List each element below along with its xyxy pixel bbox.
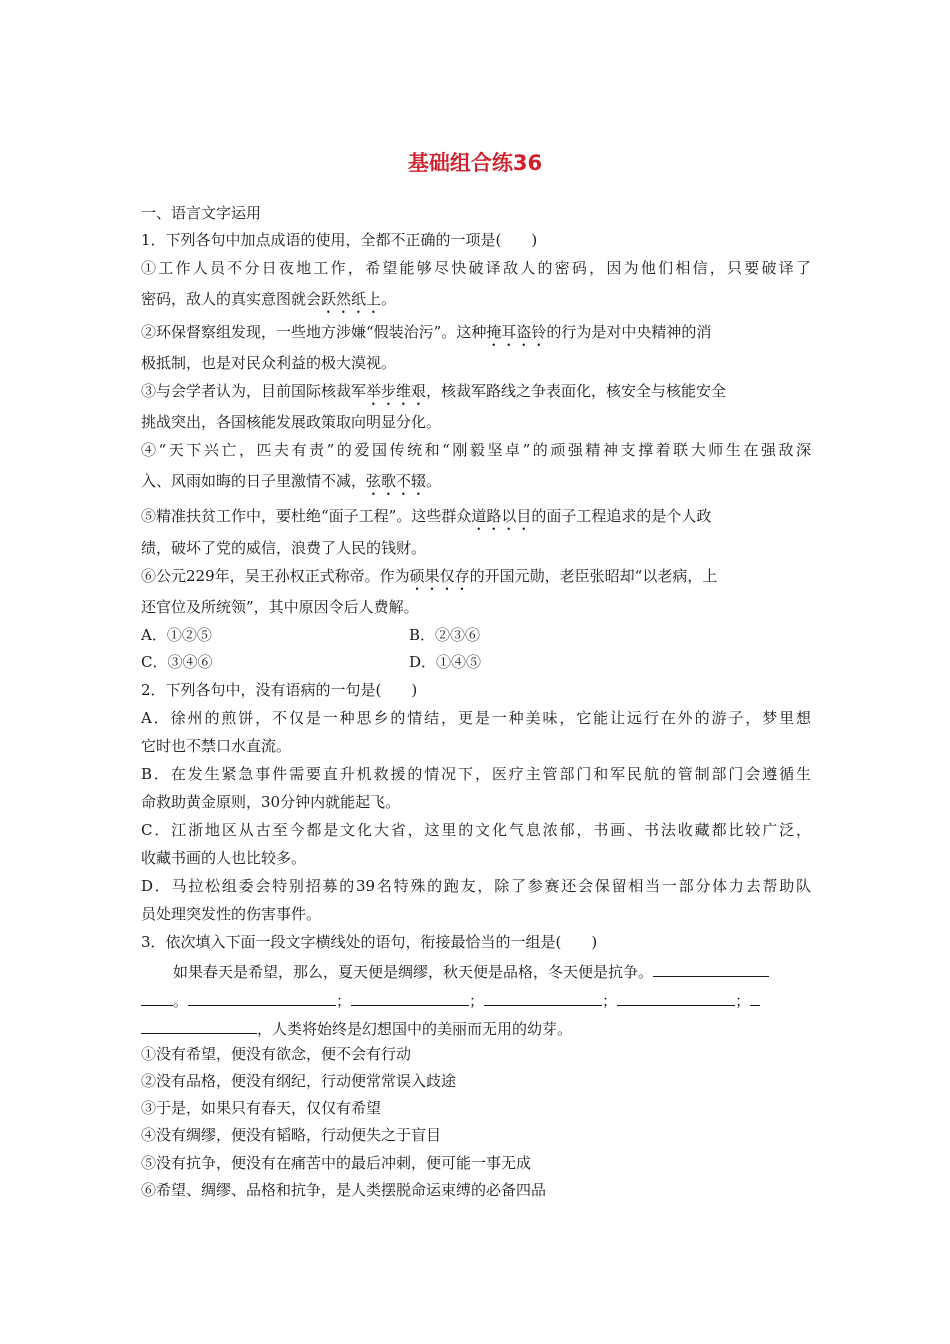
q3-item-2: ②没有品格，便没有纲纪，行动便常常误入歧途 (141, 1072, 457, 1090)
plain-text: ②环保督察组发现，一些地方涉嫌“假装治污”。这种 (141, 323, 487, 341)
punctuation: 。 (173, 992, 189, 1010)
answer-blank[interactable] (484, 990, 602, 1006)
plain-text: ③与会学者认为，目前国际核裁军 (141, 382, 367, 400)
q2-option-a-line-2: 它时也不禁口水直流。 (141, 737, 292, 755)
punctuation: ； (336, 992, 352, 1010)
plain-text: 的行为是对中央精神的消 (546, 323, 712, 341)
q1-sentence-5-line-2: 绩，破坏了党的威信，浪费了人民的钱财。 (141, 539, 427, 557)
q2-option-c-line-1[interactable]: C．江浙地区从古至今都是文化大省，这里的文化气息浓郁，书画、书法收藏都比较广泛， (141, 821, 811, 839)
punctuation: ； (735, 992, 751, 1010)
q1-sentence-4-line-2 (141, 471, 811, 499)
q2-option-b-line-1[interactable]: B．在发生紧急事件需要直升机救援的情况下，医疗主管部门和军民航的管制部门会遵循生 (141, 765, 811, 783)
plain-text: ，核裁军路线之争表面化，核安全与核能安全 (426, 382, 727, 400)
q1-option-a[interactable]: A．①②⑤ (141, 626, 212, 644)
q1-option-c[interactable]: C．③④⑥ (141, 653, 213, 671)
plain-text: 。 (381, 290, 397, 308)
dotted-idiom: 道路以目 (471, 507, 532, 525)
plain-text: ⑥公元229年，吴王孙权正式称帝。作为 (141, 567, 410, 585)
q3-item-3: ③于是，如果只有春天，仅仅有希望 (141, 1099, 382, 1117)
dotted-idiom: 举步维艰 (366, 382, 427, 400)
q3-item-4: ④没有绸缪，便没有韬略，行动便失之于盲目 (141, 1126, 442, 1144)
q1-sentence-6-line-1 (141, 566, 811, 594)
q1-stem: 1．下列各句中加点成语的使用，全都不正确的一项是( ) (141, 231, 538, 249)
answer-blank[interactable] (141, 1018, 257, 1034)
passage-ending: ，人类将始终是幻想国中的美丽而无用的幼芽。 (257, 1020, 573, 1038)
answer-blank[interactable] (653, 961, 769, 977)
dotted-idiom: 跃然纸上 (321, 290, 382, 308)
q1-sentence-5-line-1 (141, 506, 811, 534)
dotted-idiom: 硕果仅存 (409, 567, 470, 585)
q3-item-1: ①没有希望，便没有欲念，便不会有行动 (141, 1045, 412, 1063)
section-heading: 一、语言文字运用 (141, 204, 262, 222)
plain-text: 密码，敌人的真实意图就会 (141, 290, 322, 308)
q2-stem: 2．下列各句中，没有语病的一句是( ) (141, 681, 418, 699)
dotted-idiom: 掩耳盗铃 (486, 323, 547, 341)
q3-passage-line-1 (173, 961, 811, 982)
plain-text: 入、风雨如晦的日子里激情不减， (141, 472, 367, 490)
answer-blank[interactable] (617, 990, 735, 1006)
q3-item-6: ⑥希望、绸缪、品格和抗争，是人类摆脱命运束缚的必备四品 (141, 1181, 547, 1199)
q3-stem: 3．依次填入下面一段文字横线处的语句，衔接最恰当的一组是( ) (141, 933, 598, 951)
answer-blank[interactable] (750, 990, 760, 1006)
q2-option-d-line-2: 员处理突发性的伤害事件。 (141, 905, 322, 923)
q2-option-c-line-2: 收藏书画的人也比较多。 (141, 849, 307, 867)
punctuation: ； (469, 992, 485, 1010)
q3-passage-line-3 (141, 1018, 811, 1039)
plain-text: 。 (426, 472, 442, 490)
q2-option-a-line-1[interactable]: A．徐州的煎饼，不仅是一种思乡的情结，更是一种美味，它能让远行在外的游子，梦里想 (141, 709, 811, 727)
q1-sentence-3-line-1 (141, 381, 811, 409)
q2-option-b-line-2: 命救助黄金原则，30分钟内就能起飞。 (141, 793, 401, 811)
q1-sentence-2-line-2: 极抵制，也是对民众利益的极大漠视。 (141, 354, 397, 372)
punctuation: ； (602, 992, 618, 1010)
q1-sentence-6-line-2: 还官位及所统领”，其中原因令后人费解。 (141, 598, 419, 616)
q3-item-5: ⑤没有抗争，便没有在痛苦中的最后冲刺，便可能一事无成 (141, 1154, 532, 1172)
q1-option-b[interactable]: B．②③⑥ (409, 626, 481, 644)
plain-text: ⑤精准扶贫工作中，要杜绝“面子工程”。这些群众 (141, 507, 472, 525)
q1-sentence-1-line-2 (141, 289, 811, 317)
q1-sentence-1-line-1: ①工作人员不分日夜地工作，希望能够尽快破译敌人的密码，因为他们相信，只要破译了 (141, 259, 811, 277)
plain-text: 的开国元勋，老臣张昭却“以老病，上 (469, 567, 718, 585)
passage-text: 如果春天是希望，那么，夏天便是绸缪，秋天便是品格，冬天便是抗争。 (173, 963, 654, 981)
answer-blank[interactable] (141, 990, 173, 1006)
answer-blank[interactable] (351, 990, 469, 1006)
answer-blank[interactable] (188, 990, 336, 1006)
page-title: 基础组合练36 (407, 151, 543, 175)
q2-option-d-line-1[interactable]: D．马拉松组委会特别招募的39名特殊的跑友，除了参赛还会保留相当一部分体力去帮助队 (141, 877, 811, 895)
q3-passage-line-2 (141, 990, 811, 1011)
q1-sentence-4-line-1: ④“天下兴亡，匹夫有责”的爱国传统和“刚毅坚卓”的顽强精神支撑着联大师生在强敌深 (141, 441, 811, 459)
q1-option-d[interactable]: D．①④⑤ (409, 653, 482, 671)
q1-sentence-2-line-1 (141, 322, 811, 350)
plain-text: 的面子工程追求的是个人政 (531, 507, 712, 525)
dotted-idiom: 弦歌不辍 (366, 472, 427, 490)
q1-sentence-3-line-2: 挑战突出，各国核能发展政策取向明显分化。 (141, 413, 442, 431)
